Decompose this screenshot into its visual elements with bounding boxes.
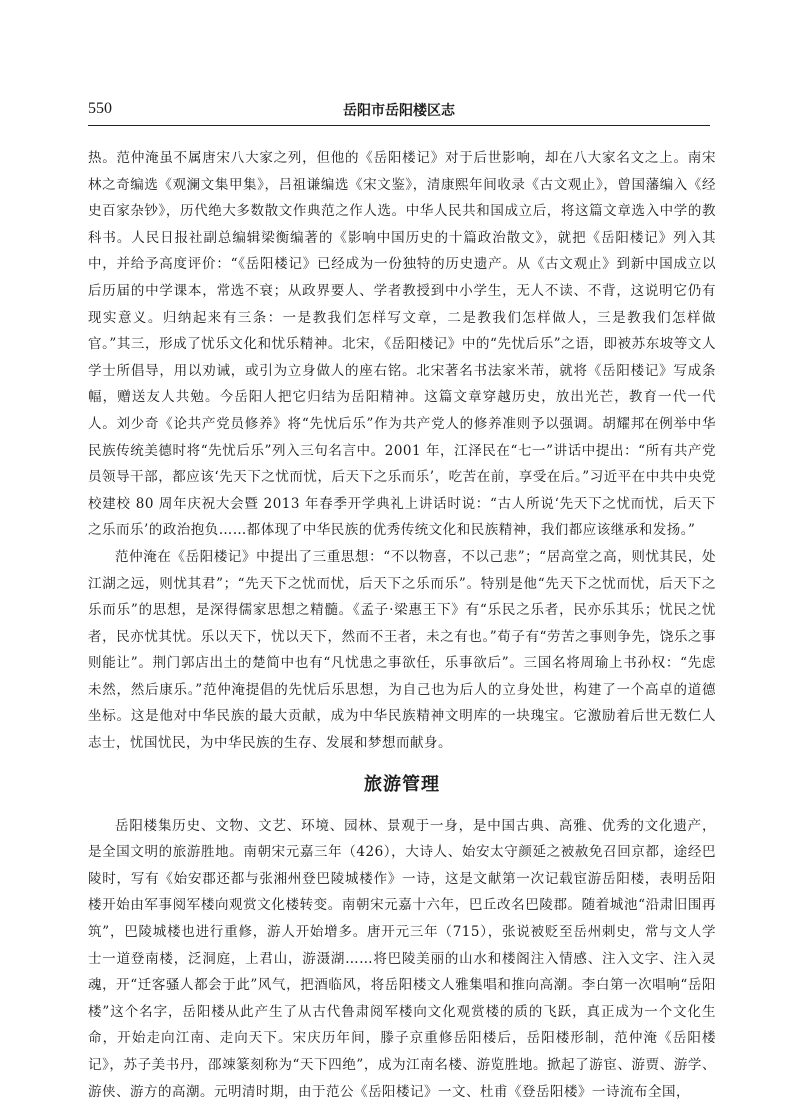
header-rule: [88, 125, 710, 126]
section-paragraph: 岳阳楼集历史、文物、文艺、环境、园林、景观于一身，是中国古典、高雅、优秀的文化遗产，是全国文明的旅游胜地。南朝宋元嘉三年（426），大诗人、始安太守颜延之被赦免召回京都，途经巴陵时，写有《始安郡还都与张湘州登巴陵城楼作》一诗，这是文献第一次记载宦游岳阳楼，表明岳阳楼开始由军事阅军楼向观赏文化楼转变。南朝宋元嘉十六年，巴丘改名巴陵郡。随着城池“沿肃旧围再筑”，巴陵城楼也进行重修，游人开始增多。唐开元三年（715），张说被贬至岳州刺史，常与文人学士一道登南楼，泛洞庭，上君山，游滠湖……将巴陵美丽的山水和楼阁注入情感、注入文字、注入灵魂，开“迁客骚人都会于此”风气，把酒临风，将岳阳楼文人雅集唱和推向高潮。李白第一次唱响“岳阳楼”这个名字，岳阳楼从此产生了从古代鲁肃阅军楼向文化观赏楼的质的飞跃，真正成为一个文化生命，开始走向江南、走向天下。宋庆历年间，滕子京重修岳阳楼后，岳阳楼形制，范仲淹《岳阳楼记》，苏子美书丹，邵竦篆刻称为“天下四绝”，成为江南名楼、游览胜地。掀起了游宦、游贾、游学、游侠、游方的高潮。元明清时期，由于范公《岳阳楼记》一文、杜甫《登岳阳楼》一诗流布全国，: [88, 817, 716, 1100]
body-paragraph: 热。范仲淹虽不属唐宋八大家之列，但他的《岳阳楼记》对于后世影响，却在八大家名文之上。南宋林之奇编选《观澜文集甲集》，吕祖谦编选《宋文鉴》，清康熙年间收录《古文观止》，曾国藩编入《经史百家杂钞》，历代绝大多数散文作典范之作人选。中华人民共和国成立后，将这篇文章选入中学的教科书。人民日报社副总编辑梁衡编著的《影响中国历史的十篇政治散文》，就把《岳阳楼记》列入其中，并给予高度评价：“《岳阳楼记》已经成为一份独特的历史遗产。从《古文观止》到新中国成立以后历届的中学课本，常选不衰；从政界要人、学者教授到中小学生，无人不读、不背，这说明它仍有现实意义。归纳起来有三条：一是教我们怎样写文章，二是教我们怎样做人，三是教我们怎样做官。”其三，形成了忧乐文化和忧乐精神。北宋，《岳阳楼记》中的“先忧后乐”之语，即被苏东坡等文人学士所倡导，用以劝诫，或引为立身做人的座右铭。北宋著名书法家米芾，就将《岳阳楼记》写成条幅，赠送友人共勉。今岳阳人把它归结为岳阳精神。这篇文章穿越历史，放出光芒，教育一代一代人。刘少奇《论共产党员修养》将“先忧后乐”作为共产党人的修养准则予以强调。胡耀邦在例举中华民族传统美德时将“先忧后乐”列入三句名言中。2001 年，江泽民在“七一”讲话中提出：“所有共产党员领导干部，都应该‘先天下之忧而忧，后天下之乐而乐’，吃苦在前，享受在后。”习近平在中共中央党校建校 80 周年庆祝大会暨 2013 年春季开学典礼上讲话时说：“古人所说‘先天下之忧而忧，后天下之乐而乐’的政治抱负……都体现了中华民族的优秀传统文化和民族精神，我们都应该继承和发扬。”: [88, 150, 716, 539]
section-heading: 旅游管理: [364, 773, 440, 795]
page-number: 550: [88, 100, 112, 117]
page-body: [88, 145, 716, 1105]
running-title: 岳阳市岳阳楼区志: [343, 103, 455, 119]
body-paragraph: 范仲淹在《岳阳楼记》中提出了三重思想：“不以物喜，不以己悲”；“居高堂之高，则忧其民，处江湖之远，则忧其君”；“先天下之忧而忧，后天下之乐而乐”。特别是他“先天下之忧而忧，后天下之乐而乐”的思想，是深得儒家思想之精髓。《孟子·梁惠王下》有“乐民之乐者，民亦乐其乐；忧民之忧者，民亦忧其忧。乐以天下，忧以天下，然而不王者，未之有也。”荀子有“劳苦之事则争先，饶乐之事则能让”。荆门郭店出土的楚简中也有“凡忧患之事欲任，乐事欲后”。三国名将周瑜上书孙权：“先虑未然，然后康乐。”范仲淹提倡的先忧后乐思想，为自己也为后人的立身处世，构建了一个高卓的道德坐标。这是他对中华民族的最大贡献，成为中华民族精神文明库的一块瑰宝。它激励着后世无数仁人志士，忧国忧民，为中华民族的生存、发展和梦想而献身。: [88, 548, 716, 752]
page-header: [88, 100, 710, 122]
